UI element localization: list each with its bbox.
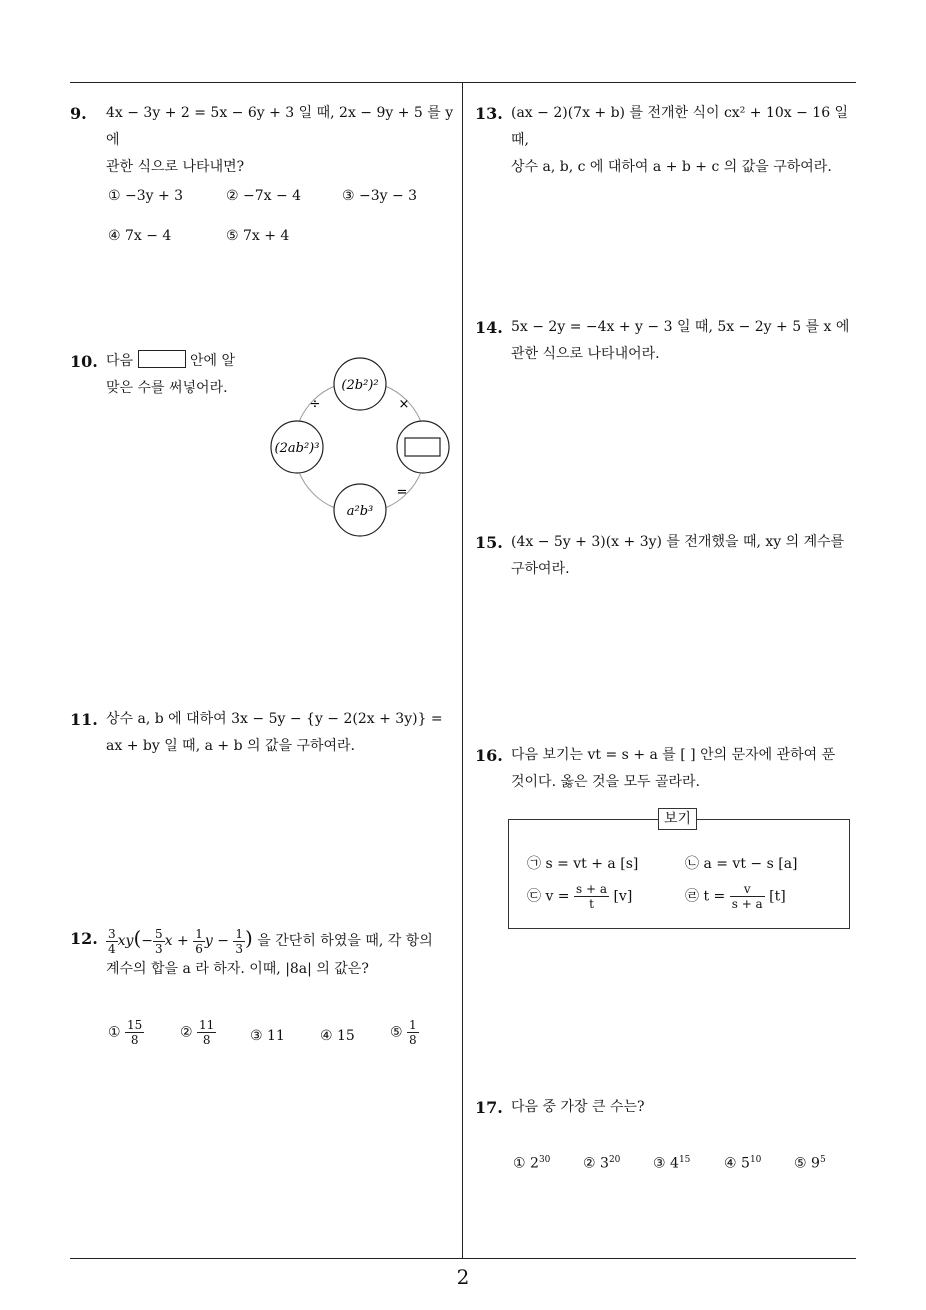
question-11 — [70, 706, 460, 760]
top-rule — [70, 82, 856, 83]
answer-blank-box — [405, 438, 440, 456]
question-13 — [475, 100, 865, 181]
choice-2[interactable]: ② $3^{20}$ — [583, 1155, 621, 1172]
question-number: 12. — [70, 929, 98, 948]
example-box-title: 보기 — [658, 808, 697, 830]
question-text-line1: 상수 a, b 에 대하여 3x − 5y − {y − 2(2x + 3y)} = — [106, 711, 443, 727]
question-number: 11. — [70, 710, 98, 729]
example-box — [508, 811, 850, 929]
question-text-line2: 관한 식으로 나타내면? — [106, 159, 245, 175]
question-text-line1: (ax − 2)(7x + b) 를 전개한 식이 cx² + 10x − 16 일 때, — [511, 105, 849, 148]
question-text-line1: 다음 안에 알 — [106, 348, 270, 375]
choice-1[interactable]: ① −3y + 3 — [108, 188, 184, 204]
multiply-operator: × — [398, 397, 410, 412]
choice-1[interactable]: ① $2^{30}$ — [513, 1155, 551, 1172]
question-text-line1: 다음 중 가장 큰 수는? — [511, 1099, 645, 1115]
question-number: 14. — [475, 318, 503, 337]
example-item-4[interactable]: ㉣ t = $\frac{v}{s + a}$ [t] — [685, 882, 786, 911]
node-bottom-label: a²b³ — [346, 504, 374, 519]
question-9 — [70, 100, 460, 181]
node-top-label: (2b²)² — [341, 378, 379, 393]
answer-blank-box — [138, 350, 186, 368]
choice-1[interactable]: ① $\frac{15}{8}$ — [108, 1018, 143, 1047]
example-item-3[interactable]: ㉢ v = $\frac{s + a}{t}$ [v] — [527, 882, 633, 911]
bottom-rule — [70, 1258, 856, 1259]
choice-4[interactable]: ④ $5^{10}$ — [724, 1155, 762, 1172]
choice-5[interactable]: ⑤ $\frac{1}{8}$ — [390, 1018, 417, 1047]
choice-3[interactable]: ③ 11 — [250, 1028, 285, 1044]
question-number: 15. — [475, 533, 503, 552]
question-number: 10. — [70, 352, 98, 371]
expression: $\frac{3}{4}$ xy(− $\frac{5}{3}$ x + $\frac{1}{6}$ y − $\frac{1}{3}$ ) — [108, 926, 253, 956]
question-text-line2: 상수 a, b, c 에 대하여 a + b + c 의 값을 구하여라. — [511, 159, 832, 175]
question-text-line2: 관한 식으로 나타내어라. — [511, 346, 660, 362]
question-text-line1: 5x − 2y = −4x + y − 3 일 때, 5x − 2y + 5 를 x 에 — [511, 319, 850, 335]
choice-3[interactable]: ③ $4^{15}$ — [653, 1155, 691, 1172]
question-text-line1: $\frac{3}{4}$ xy(− $\frac{5}{3}$ x + $\frac{1}{6}$ y − $\frac{1}{3}$ ) 을 간단히 하였을 때, 각 항의 — [108, 926, 433, 956]
question-text-line2: 것이다. 옳은 것을 모두 골라라. — [511, 774, 700, 790]
question-text-line1: 4x − 3y + 2 = 5x − 6y + 3 일 때, 2x − 9y + 5 를 y 에 — [106, 105, 454, 148]
choice-2[interactable]: ② $\frac{11}{8}$ — [180, 1018, 215, 1047]
question-14 — [475, 314, 865, 368]
question-number: 9. — [70, 104, 87, 123]
choice-2[interactable]: ② −7x − 4 — [226, 188, 302, 204]
example-item-2[interactable]: ㉡ a = vt − s [a] — [685, 856, 798, 872]
equals-operator: = — [396, 485, 408, 500]
question-10 — [70, 348, 270, 402]
question-text-line2: 구하여라. — [511, 561, 570, 577]
question-text-line1: (4x − 5y + 3)(x + 3y) 를 전개했을 때, xy 의 계수를 — [511, 534, 845, 550]
question-17 — [475, 1094, 865, 1121]
question-number: 17. — [475, 1098, 503, 1117]
choice-5[interactable]: ⑤ 7x + 4 — [226, 228, 290, 244]
question-15 — [475, 529, 865, 583]
example-item-1[interactable]: ㉠ s = vt + a [s] — [527, 856, 639, 872]
choice-5[interactable]: ⑤ $9^5$ — [794, 1155, 826, 1172]
cycle-diagram — [265, 350, 455, 545]
question-16 — [475, 742, 865, 796]
choice-3[interactable]: ③ −3y − 3 — [342, 188, 418, 204]
choice-4[interactable]: ④ 7x − 4 — [108, 228, 172, 244]
question-number: 16. — [475, 746, 503, 765]
question-text-line1: 다음 보기는 vt = s + a 를 [ ] 안의 문자에 관하여 푼 — [511, 747, 836, 763]
question-text-line2: ax + by 일 때, a + b 의 값을 구하여라. — [106, 738, 356, 754]
node-left-label: (2ab²)³ — [274, 441, 320, 456]
question-number: 13. — [475, 104, 503, 123]
page-number: 2 — [456, 1265, 470, 1289]
column-divider — [462, 83, 463, 1259]
choice-4[interactable]: ④ 15 — [320, 1028, 355, 1044]
question-text-line2: 맞은 수를 써넣어라. — [106, 380, 228, 396]
question-text-line2: 계수의 합을 a 라 하자. 이때, |8a| 의 값은? — [106, 960, 369, 977]
question-12 — [70, 925, 460, 983]
divide-operator: ÷ — [309, 397, 321, 412]
